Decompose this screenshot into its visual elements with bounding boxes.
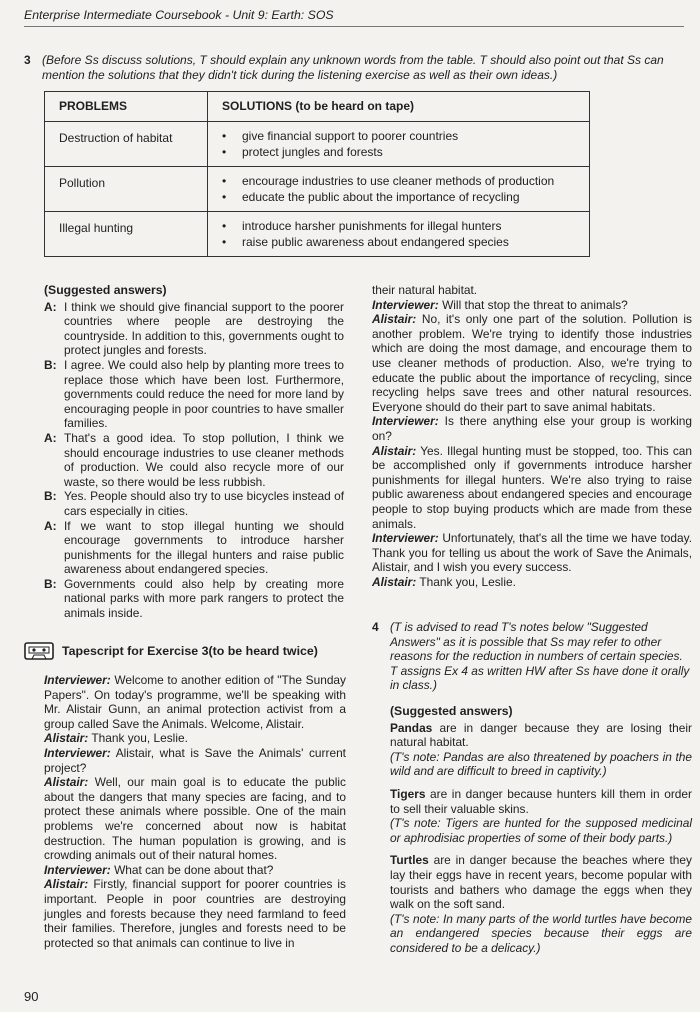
teacher-note: (T's note: Tigers are hunted for the supposed medicinal or aphrodisiac properties of some of their body parts.): [390, 816, 692, 845]
line-text: I think we should give financial support to the poorer countries where people are destroying the countryside. In addition to this, governments ought to protect jungles and forests.: [64, 299, 344, 358]
dialogue-line: [44, 300, 344, 358]
solutions-cell: [208, 212, 590, 257]
speaker: Interviewer:: [44, 862, 111, 877]
cassette-tape-icon: [24, 642, 54, 660]
tapescript-heading: [24, 642, 318, 660]
speaker: B:: [44, 489, 57, 504]
line-text: Firstly, financial support for poorer countries is important. People in poor countries are destroying jungles and forests because they need farmland to feed their families. Therefore, jungles and forests need to be protected so that animals can continue to live in: [44, 877, 347, 950]
tapescript-col2: [372, 283, 692, 589]
answer-text: [390, 853, 692, 911]
animal-name: Turtles: [390, 853, 429, 868]
dialogue-line: [372, 298, 692, 313]
animal-name: Tigers: [390, 786, 426, 801]
dialogue-line: [372, 531, 692, 575]
speaker: A:: [44, 299, 57, 314]
suggested-answers-ex3: [44, 283, 344, 621]
speaker: Interviewer:: [372, 297, 439, 312]
dialogue-line: [372, 444, 692, 532]
speaker: A:: [44, 430, 57, 445]
dialogue-line: [44, 877, 346, 950]
problem-cell: Illegal hunting: [45, 212, 208, 257]
tapescript-col1: [44, 673, 346, 950]
table-row: [45, 122, 590, 167]
answer-text: [390, 787, 692, 816]
speaker: A:: [44, 518, 57, 533]
solution-item: • give financial support to poorer countries: [222, 129, 581, 145]
answer-body: are in danger because hunters kill them in order to sell their valuable skins.: [390, 786, 692, 816]
answer-text: [390, 721, 692, 750]
page-header: Enterprise Intermediate Coursebook - Unit 9: Earth: SOS: [24, 8, 684, 27]
dialogue-line: [44, 731, 346, 746]
page-number: 90: [24, 989, 39, 1004]
exercise-number: 4: [372, 620, 379, 634]
exercise-instruction: (Before Ss discuss solutions, T should explain any unknown words from the table. T should also point out that Ss can mention the solutions that they didn't tick during the listening exercise as well as their own ideas.): [42, 53, 664, 82]
line-text: If we want to stop illegal hunting we should encourage governments to introduce harsher punishments for the illegal hunters and raise public awareness about endangered species.: [64, 518, 344, 577]
solution-item: • raise public awareness about endangered species: [222, 235, 581, 251]
line-text: Welcome to another edition of "The Sunday Papers". On today's programme, we'll be speaking with Mr. Alistair Gunn, an animal protection activist from a group called Save the Animals. Welcome, Alistair.: [44, 673, 346, 731]
line-text: No, it's only one part of the solution. Pollution is another problem. We're trying to identify those industries which are doing the most damage, and encourage them to use cleaner methods of production. Also, we're trying to educate the public about the importance of recycling, since recycling helps save trees and other natural resources. Everyone should do their part to save animal habitats.: [372, 312, 692, 414]
line-text: What can be done about that?: [114, 862, 274, 877]
column-header-problems: PROBLEMS: [45, 92, 208, 122]
dialogue-line: [44, 746, 346, 775]
exercise-instruction: (T is advised to read T's notes below "Suggested Answers" as it is possible that Ss may refer to other reasons for the reduction in numbers of certain species. T assigns Ex 4 as written HW after Ss have done it orally in class.): [390, 620, 690, 693]
animal-name: Pandas: [390, 720, 433, 735]
problem-cell: Pollution: [45, 167, 208, 212]
column-header-solutions: SOLUTIONS (to be heard on tape): [208, 92, 590, 122]
dialogue-line: [372, 312, 692, 414]
dialogue-line: [44, 358, 344, 431]
solution-item: • introduce harsher punishments for illegal hunters: [222, 219, 581, 235]
line-text: Yes. People should also try to use bicycles instead of cars especially in cities.: [64, 489, 344, 518]
line-text: Governments could also help by creating more national parks with more park rangers to protect the animals inside.: [64, 576, 344, 621]
exercise-3: [24, 53, 688, 82]
dialogue-line: [44, 775, 346, 863]
speaker: Alistair:: [372, 574, 417, 589]
dialogue-line: [44, 489, 344, 518]
line-text: Alistair, what is Save the Animals' current project?: [44, 745, 346, 775]
speaker: Interviewer:: [372, 531, 439, 546]
line-text: I agree. We could also help by planting more trees to replace those which have been lost. Furthermore, governments could reduce the need for more land by encouraging people in poor countries to have smaller families.: [64, 357, 344, 431]
suggested-answers-ex4: [390, 704, 692, 956]
line-text: Thank you, Leslie.: [91, 731, 188, 746]
speaker: B:: [44, 357, 57, 372]
line-text: Well, our main goal is to educate the public about the dangers that many species are facing, and to protect these animals where possible. One of the main problems we're concerned about now is habitat destruction. The human population is growing, and is crowding animals out of their natural homes.: [44, 775, 346, 863]
answer-body: are in danger because the beaches where they lay their eggs have in recent years, become popular with tourists and bathers who damage the eggs when they walk on the soft sand.: [390, 853, 692, 912]
line-text: Thank you, Leslie.: [419, 574, 516, 589]
dialogue-line: [372, 575, 692, 590]
dialogue-line: [44, 673, 346, 731]
solutions-cell: [208, 122, 590, 167]
line-text: Is there anything else your group is working on?: [372, 414, 692, 443]
line-text: Will that stop the threat to animals?: [442, 297, 628, 312]
dialogue-line: [44, 431, 344, 489]
solution-item: • educate the public about the importance of recycling: [222, 190, 581, 206]
solution-item: • protect jungles and forests: [222, 145, 581, 161]
dialogue-line: [372, 414, 692, 443]
tapescript-title: Tapescript for Exercise 3(to be heard twice): [62, 643, 318, 658]
section-title: (Suggested answers): [44, 283, 167, 297]
speaker: Interviewer:: [44, 673, 111, 687]
section-title: (Suggested answers): [390, 703, 513, 718]
speaker: Alistair:: [44, 775, 89, 790]
speaker: Alistair:: [372, 443, 417, 458]
table-header-row: [45, 92, 590, 122]
continuation-text: their natural habitat.: [372, 283, 478, 297]
table-row: [45, 212, 590, 257]
teacher-note: (T's note: In many parts of the world turtles have become an endangered species because their eggs are considered to be a delicacy.): [390, 911, 692, 955]
exercise-4: [372, 620, 692, 963]
speaker: Alistair:: [372, 312, 417, 327]
exercise-number: 3: [24, 53, 31, 67]
answer-item: [390, 853, 692, 955]
line-text: That's a good idea. To stop pollution, I think we should encourage industries to use cleaner methods of production. We could also recycle more of our waste, so there would be less rubbish.: [64, 430, 344, 489]
speaker: Interviewer:: [372, 414, 439, 429]
speaker: Alistair:: [44, 731, 89, 746]
answer-item: [390, 787, 692, 845]
dialogue-line: [44, 863, 346, 878]
speaker: B:: [44, 576, 57, 591]
dialogue-line: [44, 577, 344, 621]
dialogue-line: [44, 519, 344, 577]
line-text: Yes. Illegal hunting must be stopped, too. This can be accomplished only if governments introduce harsher punishments for illegal hunters. We're also trying to raise public awareness about endangered species and encourage people to stop buying products which are made from these animals.: [372, 443, 692, 531]
problems-solutions-table: [44, 91, 590, 257]
answer-body: are in danger because they are losing their natural habitat.: [390, 720, 693, 750]
solution-item: • encourage industries to use cleaner methods of production: [222, 174, 581, 190]
speaker: Interviewer:: [44, 745, 111, 760]
problem-cell: Destruction of habitat: [45, 122, 208, 167]
speaker: Alistair:: [44, 877, 89, 892]
answer-item: [390, 721, 692, 779]
solutions-cell: [208, 167, 590, 212]
table-row: [45, 167, 590, 212]
teacher-note: (T's note: Pandas are also threatened by poachers in the wild and are difficult to breed in captivity.): [390, 749, 692, 779]
line-text: Unfortunately, that's all the time we have today. Thank you for telling us about the work of Save the Animals, Alistair, and I wish you every success.: [372, 531, 692, 575]
